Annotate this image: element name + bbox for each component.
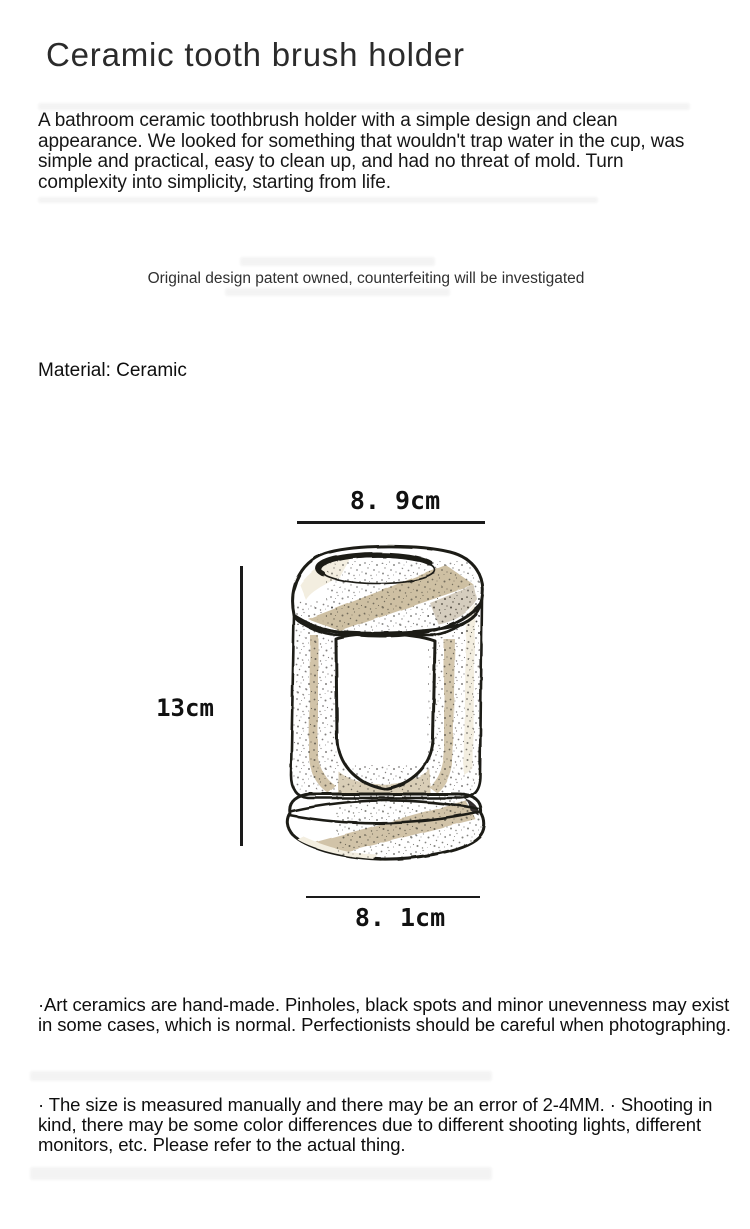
ghost-band (38, 103, 690, 110)
holder-base (287, 793, 486, 859)
note-size-error: · The size is measured manually and there may be an error of 2-4MM. · Shooting in kind, there may be some color differences due to different shooting lights, different monitors, etc. Please refer to the actual thing. (38, 1094, 713, 1155)
material-info: Material: Ceramic (38, 360, 187, 381)
ghost-band (225, 288, 450, 296)
note-handmade: ·Art ceramics are hand-made. Pinholes, black spots and minor unevenness may exist in some cases, which is normal. Perfectionists should be careful when photographing. (38, 994, 731, 1035)
bottom-width-line (306, 896, 480, 898)
top-width-line (297, 521, 485, 524)
page-title: Ceramic tooth brush holder (46, 36, 465, 73)
top-width-label: 8. 9cm (349, 486, 441, 515)
ghost-band (30, 1071, 492, 1081)
product-description: A bathroom ceramic toothbrush holder with a simple design and clean appearance. We looked for something that wouldn't trap water in the cup, was simple and practical, easy to clean up, and had no threat of mold. Turn complexity into simplicity, starting from life. (38, 110, 685, 193)
height-line (240, 566, 243, 846)
holder-top-ring (293, 546, 483, 636)
holder-illustration (276, 541, 492, 867)
height-label: 13cm (156, 694, 214, 722)
ghost-band (38, 197, 598, 203)
bottom-width-label: 8. 1cm (354, 903, 446, 932)
ghost-band (240, 257, 435, 266)
ghost-band (30, 1167, 492, 1180)
patent-notice: Original design patent owned, counterfeiting will be investigated (147, 270, 585, 287)
